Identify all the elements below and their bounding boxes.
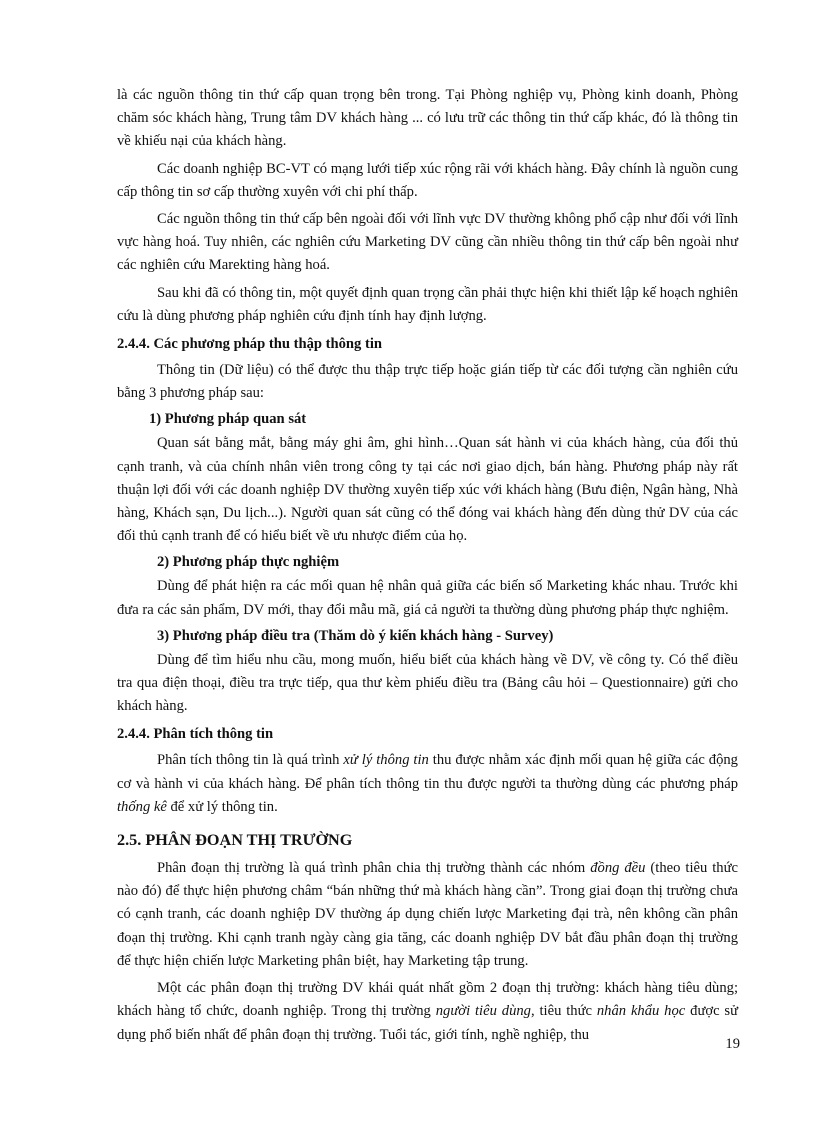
document-page — [117, 84, 738, 1051]
paragraph — [117, 977, 738, 1047]
paragraph: Dùng để phát hiện ra các mối quan hệ nhân quả giữa các biến số Marketing khác nhau. Trước khi đưa ra các sản phẩm, DV mới, thay đổi mẫu mã, giá cả người ta thường dùng phương pháp thực nghiệm. — [117, 578, 738, 618]
section-heading-segmentation: 2.5. PHÂN ĐOẠN THỊ TRƯỜNG — [117, 831, 353, 850]
page-number: 19 — [725, 1036, 740, 1052]
paragraph: Thông tin (Dữ liệu) có thể được thu thập trực tiếp hoặc gián tiếp từ các đối tượng cần nghiên cứu bằng 3 phương pháp sau: — [117, 362, 738, 402]
method-heading-observation: 1) Phương pháp quan sát — [149, 411, 307, 428]
text-run: , tiêu thức — [530, 1003, 597, 1020]
paragraph: Các doanh nghiệp BC-VT có mạng lưới tiếp xúc rộng rãi với khách hàng. Đây chính là nguồn cung cấp thông tin sơ cấp thường xuyên với chi phí thấp. — [117, 160, 738, 200]
method-heading-survey: 3) Phương pháp điều tra (Thăm dò ý kiến khách hàng - Survey) — [157, 627, 554, 644]
italic-term: thống kê — [117, 798, 167, 815]
text-run: Phân đoạn thị trường là quá trình phân chia thị trường thành các nhóm — [157, 860, 591, 877]
italic-term: nhân khẩu học — [596, 1003, 686, 1020]
italic-term: người tiêu dùng — [435, 1003, 531, 1020]
text-run: thu được nhằm xác định mối quan hệ giữa các động cơ và hành vi của khách hàng. Để phân tích thông tin thu được người ta thường dùng các phương pháp — [117, 752, 738, 792]
paragraph: Các nguồn thông tin thứ cấp bên ngoài đối với lĩnh vực DV thường không phổ cập như đối với lĩnh vực hàng hoá. Tuy nhiên, các nghiên cứu Marketing DV cũng cần nhiều thông tin thứ cấp bên ngoài như các nghiên cứu Marekting hàng hoá. — [117, 211, 738, 274]
italic-term: đồng đều — [590, 860, 646, 877]
text-run: để xử lý thông tin. — [166, 798, 278, 815]
method-heading-experiment: 2) Phương pháp thực nghiệm — [157, 554, 340, 571]
text-run: được sử dụng phổ biến nhất để phân đoạn thị trường. Tuổi tác, giới tính, nghề nghiệp, thu — [117, 1003, 739, 1043]
text-run: (theo tiêu thức nào đó) để thực hiện phương châm “bán những thứ mà khách hàng cần”. Trong giai đoạn thị trường chưa có cạnh tranh, các doanh nghiệp DV thường áp dụng chiến lược Marketing đại trà, nên không cần phân đoạn thị trường. Khi cạnh tranh ngày càng gia tăng, các doanh nghiệp DV bắt đầu phân đoạn thị trường để thực hiện chiến lược Marketing phân biệt, hay Marketing tập trung. — [117, 860, 738, 969]
paragraph: là các nguồn thông tin thứ cấp quan trọng bên trong. Tại Phòng nghiệp vụ, Phòng kinh doanh, Phòng chăm sóc khách hàng, Trung tâm DV khách hàng ... có lưu trữ các thông tin thứ cấp khác, đó là thông tin về khiếu nại của khách hàng. — [117, 87, 738, 150]
section-heading-analysis: 2.4.4. Phân tích thông tin — [117, 726, 274, 743]
text-run: Một các phân đoạn thị trường DV khái quát nhất gồm 2 đoạn thị trường: khách hàng tiêu dùng; khách hàng tổ chức, doanh nghiệp. Trong thị trường — [117, 980, 738, 1020]
text-run: Phân tích thông tin là quá trình — [157, 752, 344, 769]
italic-term: xử lý thông tin — [343, 752, 429, 769]
section-heading-data-collection: 2.4.4. Các phương pháp thu thập thông tin — [117, 336, 383, 353]
paragraph — [117, 857, 738, 973]
paragraph — [117, 749, 738, 819]
paragraph: Dùng để tìm hiểu nhu cầu, mong muốn, hiểu biết của khách hàng về DV, về công ty. Có thể điều tra qua điện thoại, điều tra trực tiếp, qua thư kèm phiếu điều tra (Bảng câu hỏi – Questionnaire) gửi cho khách hàng. — [117, 651, 738, 715]
paragraph: Sau khi đã có thông tin, một quyết định quan trọng cần phải thực hiện khi thiết lập kế hoạch nghiên cứu là dùng phương pháp nghiên cứu định tính hay định lượng. — [117, 284, 738, 324]
paragraph: Quan sát bằng mắt, bằng máy ghi âm, ghi hình…Quan sát hành vi của khách hàng, của đối thủ cạnh tranh, và của chính nhân viên trong công ty tại các nơi giao dịch, bán hàng. Phương pháp này rất thuận lợi đối với các doanh nghiệp DV thường xuyên tiếp xúc với khách hàng (Bưu điện, Ngân hàng, Nhà hàng, Khách sạn, Du lịch...). Người quan sát cũng có thể đóng vai khách hàng đến dùng thử DV của các đối thủ cạnh tranh để có hiểu biết về ưu nhược điểm của họ. — [117, 435, 738, 545]
